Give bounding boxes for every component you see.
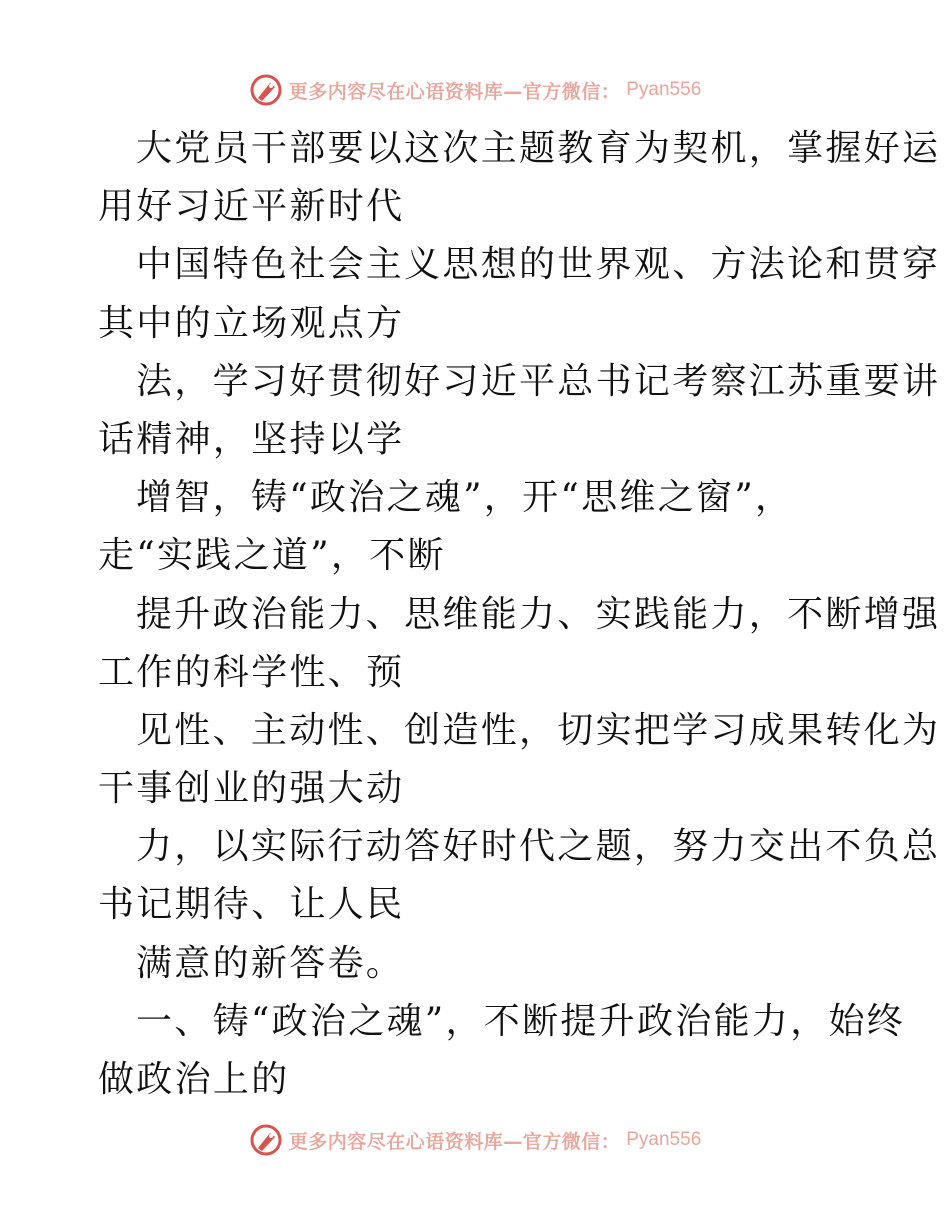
text-line: 做政治上的 xyxy=(98,1059,290,1100)
header-watermark-banner xyxy=(0,70,950,110)
text-line: 法，学习好贯彻好习近平总书记考察江苏重要讲 xyxy=(136,360,941,402)
text-line: 一、铸“政治之魂”，不断提升政治能力，始终 xyxy=(136,1000,906,1042)
text-line: 话精神，坚持以学 xyxy=(98,418,405,460)
text-line: 书记期待、让人民 xyxy=(98,884,405,926)
text-line: 满意的新答卷。 xyxy=(136,942,405,984)
pen-nib-logo-icon xyxy=(249,73,283,107)
text-line: 走“实践之道”，不断 xyxy=(98,535,446,577)
text-line: 提升政治能力、思维能力、实践能力，不断增强 xyxy=(136,593,941,635)
footer-watermark-id: Pyan556 xyxy=(626,1129,702,1150)
text-line: 用好习近平新时代 xyxy=(98,186,405,228)
text-line: 干事创业的强大动 xyxy=(98,768,405,810)
text-line: 力，以实际行动答好时代之题，努力交出不负总 xyxy=(136,826,941,868)
pen-nib-logo-icon xyxy=(249,1123,283,1157)
header-watermark-id: Pyan556 xyxy=(626,79,702,100)
text-line: 工作的科学性、预 xyxy=(98,651,405,693)
footer-watermark-banner xyxy=(0,1120,950,1160)
text-line: 增智，铸“政治之魂”，开“思维之窗”， xyxy=(136,477,794,519)
footer-watermark-text: 更多内容尽在心语资料库—官方微信： xyxy=(288,1130,621,1153)
text-line: 其中的立场观点方 xyxy=(98,302,405,344)
header-watermark-text: 更多内容尽在心语资料库—官方微信： xyxy=(288,80,621,103)
text-line: 中国特色社会主义思想的世界观、方法论和贯穿 xyxy=(136,244,941,286)
text-line: 大党员干部要以这次主题教育为契机，掌握好运 xyxy=(136,128,941,169)
body-text xyxy=(98,120,941,1109)
text-line: 见性、主动性、创造性，切实把学习成果转化为 xyxy=(136,709,941,751)
